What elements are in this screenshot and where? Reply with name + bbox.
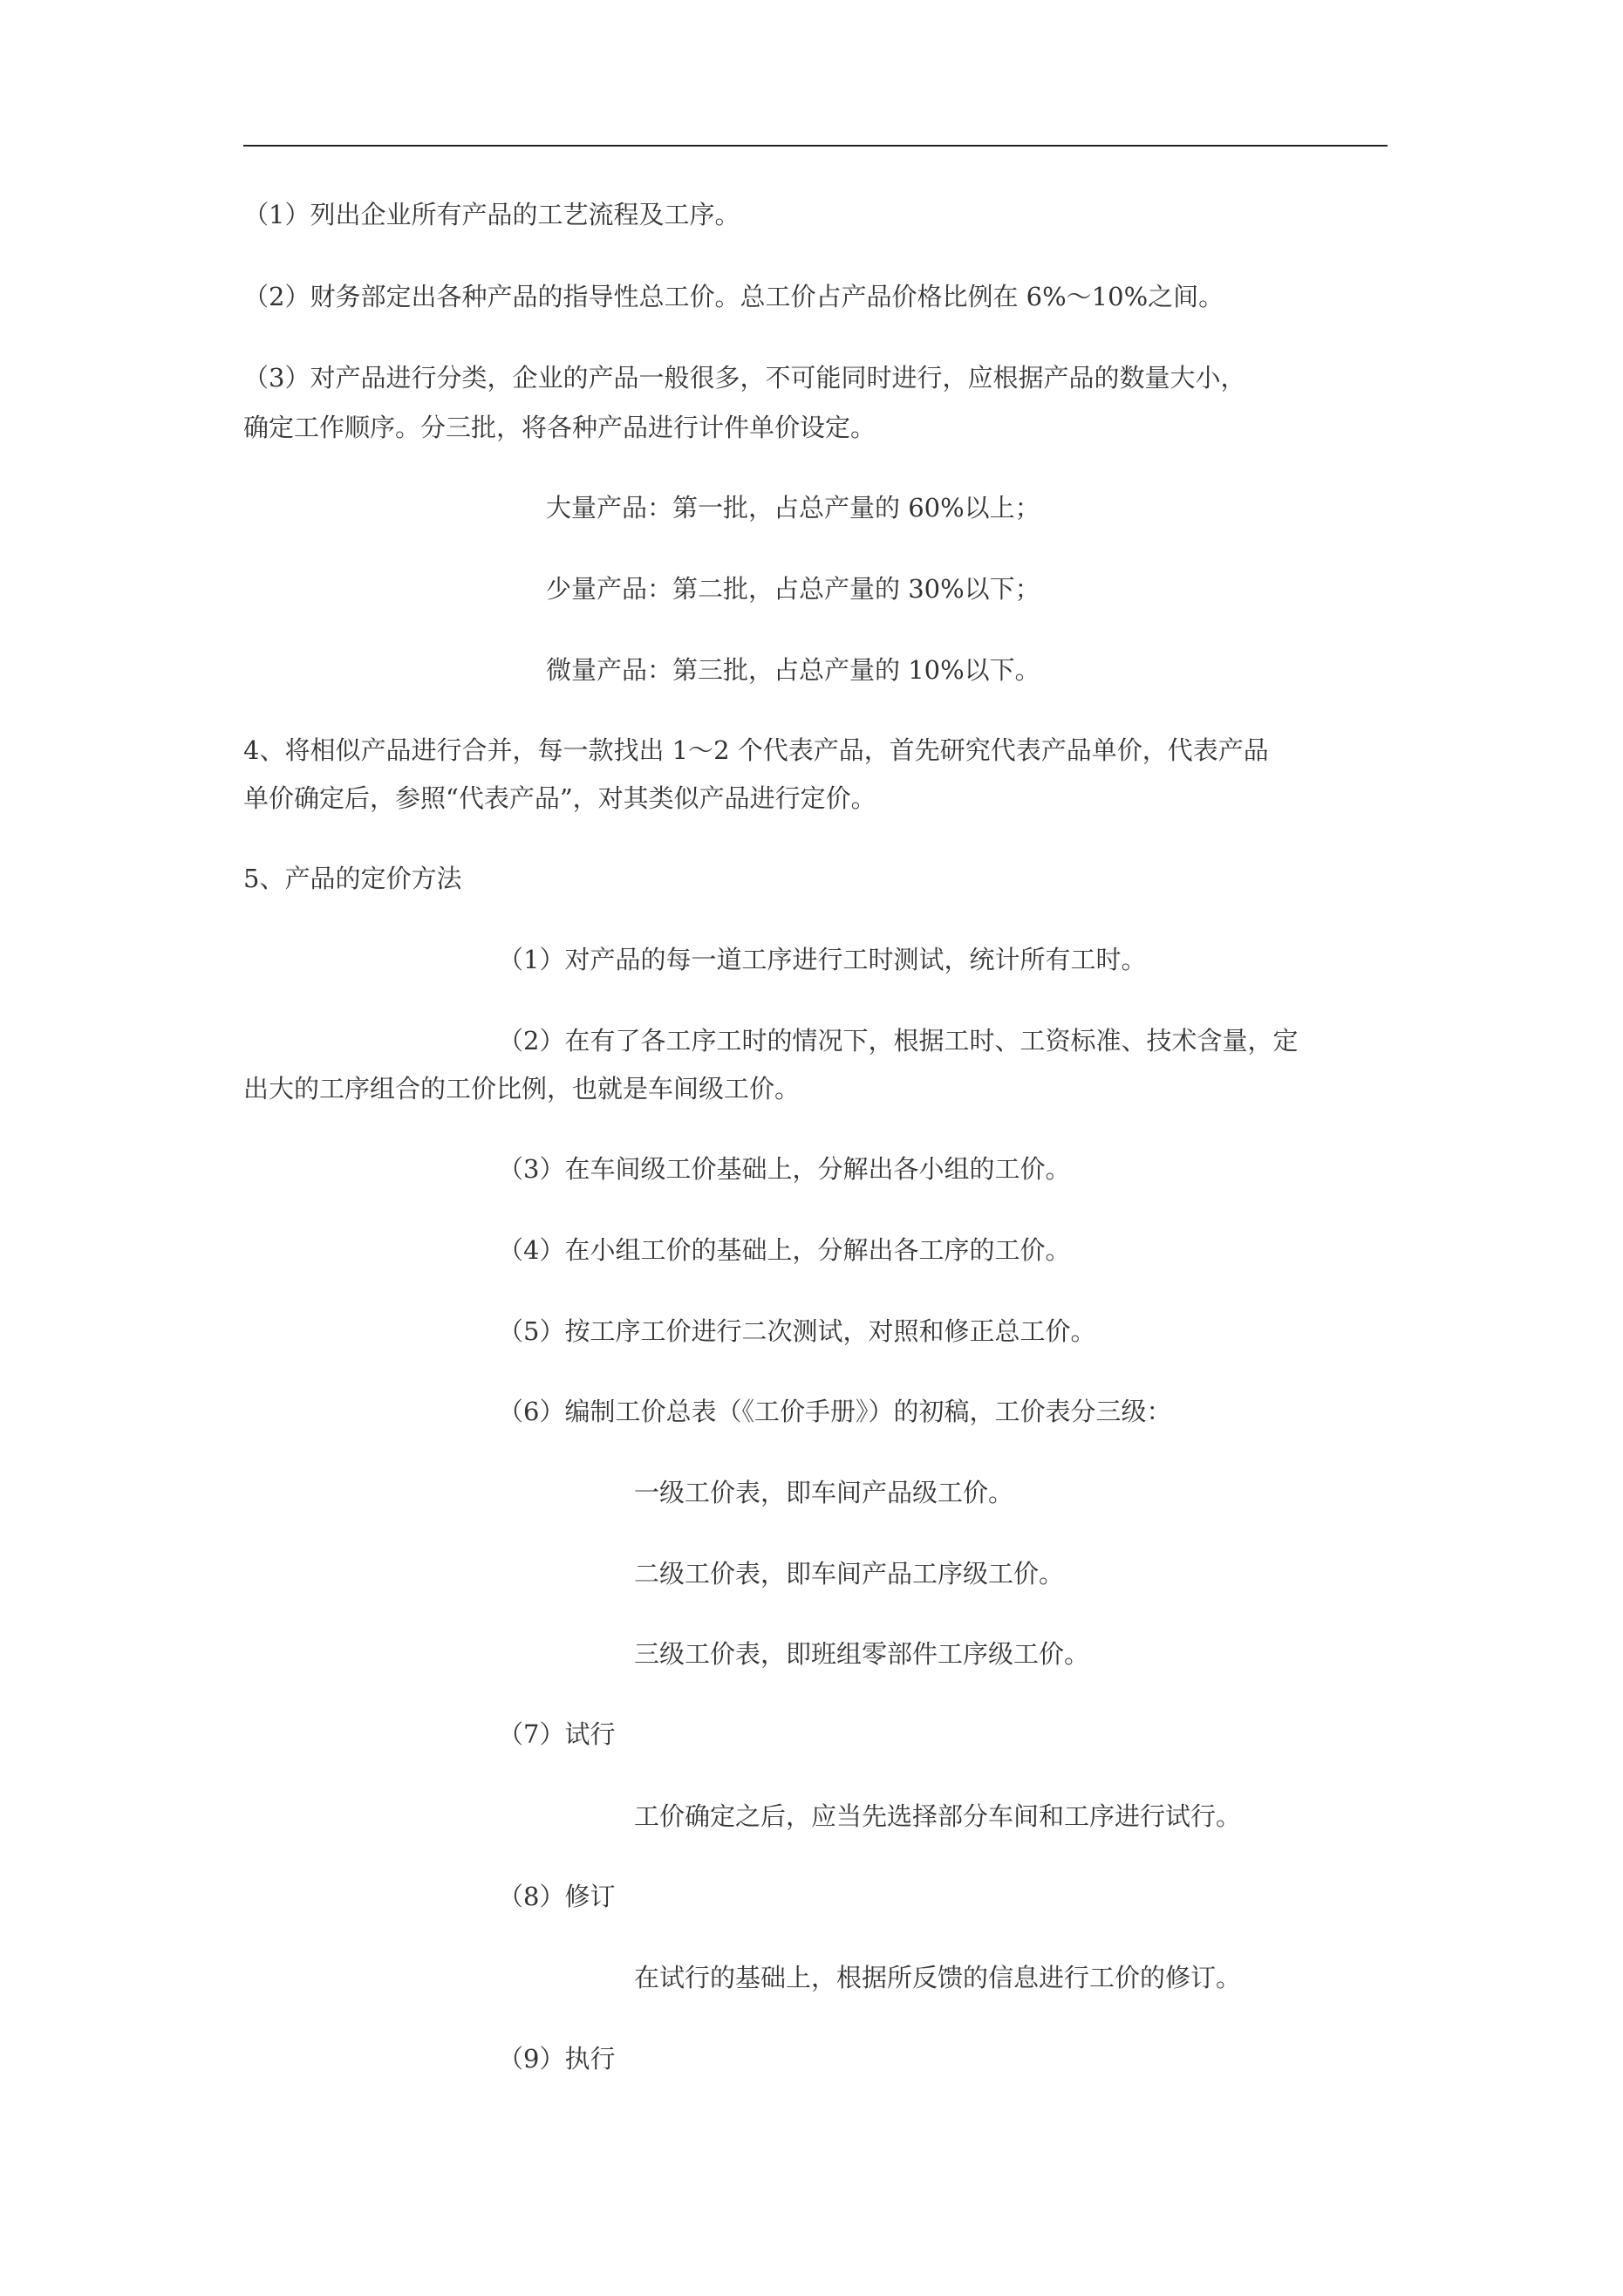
method-6: （6）编制工价总表（《工价手册》）的初稿，工价表分三级： bbox=[498, 1397, 1172, 1426]
method-9: （9）执行 bbox=[498, 2044, 616, 2074]
method-4: （4）在小组工价的基础上，分解出各工序的工价。 bbox=[498, 1235, 1071, 1265]
batch-3: 微量产品：第三批，占总产量的 10%以下。 bbox=[546, 655, 1040, 685]
method-2-line-1: （2）在有了各工序工时的情况下，根据工时、工资标准、技术含量，定 bbox=[498, 1026, 1299, 1056]
step-2: （2）财务部定出各种产品的指导性总工价。总工价占产品价格比例在 6%～10%之间。 bbox=[243, 282, 1224, 311]
step-3-line-2: 确定工作顺序。分三批，将各种产品进行计件单价设定。 bbox=[243, 413, 876, 442]
step-4-line-1: 4、将相似产品进行合并，每一款找出 1～2 个代表产品，首先研究代表产品单价，代表产品 bbox=[243, 735, 1269, 765]
step-4-line-2: 单价确定后，参照“代表产品”，对其类似产品进行定价。 bbox=[243, 783, 876, 813]
tier-2: 二级工价表，即车间产品工序级工价。 bbox=[634, 1559, 1065, 1589]
method-7: （7）试行 bbox=[498, 1719, 616, 1749]
method-5: （5）按工序工价进行二次测试，对照和修正总工价。 bbox=[498, 1316, 1096, 1346]
method-8: （8）修订 bbox=[498, 1882, 616, 1911]
method-3: （3）在车间级工价基础上，分解出各小组的工价。 bbox=[498, 1154, 1071, 1184]
method-7-text: 工价确定之后，应当先选择部分车间和工序进行试行。 bbox=[634, 1801, 1242, 1831]
step-1: （1）列出企业所有产品的工艺流程及工序。 bbox=[243, 200, 740, 229]
step-3-line-1: （3）对产品进行分类，企业的产品一般很多，不可能同时进行，应根据产品的数量大小， bbox=[243, 363, 1246, 393]
method-8-text: 在试行的基础上，根据所反馈的信息进行工价的修订。 bbox=[634, 1963, 1242, 1992]
batch-2: 少量产品：第二批，占总产量的 30%以下； bbox=[546, 574, 1040, 604]
method-1: （1）对产品的每一道工序进行工时测试，统计所有工时。 bbox=[498, 945, 1147, 974]
header-rule bbox=[243, 145, 1388, 147]
method-2-line-2: 出大的工序组合的工价比例，也就是车间级工价。 bbox=[243, 1074, 801, 1104]
section-5-heading: 5、产品的定价方法 bbox=[243, 864, 462, 893]
tier-1: 一级工价表，即车间产品级工价。 bbox=[634, 1478, 1014, 1507]
batch-1: 大量产品：第一批，占总产量的 60%以上； bbox=[546, 493, 1040, 523]
tier-3: 三级工价表，即班组零部件工序级工价。 bbox=[634, 1639, 1090, 1669]
